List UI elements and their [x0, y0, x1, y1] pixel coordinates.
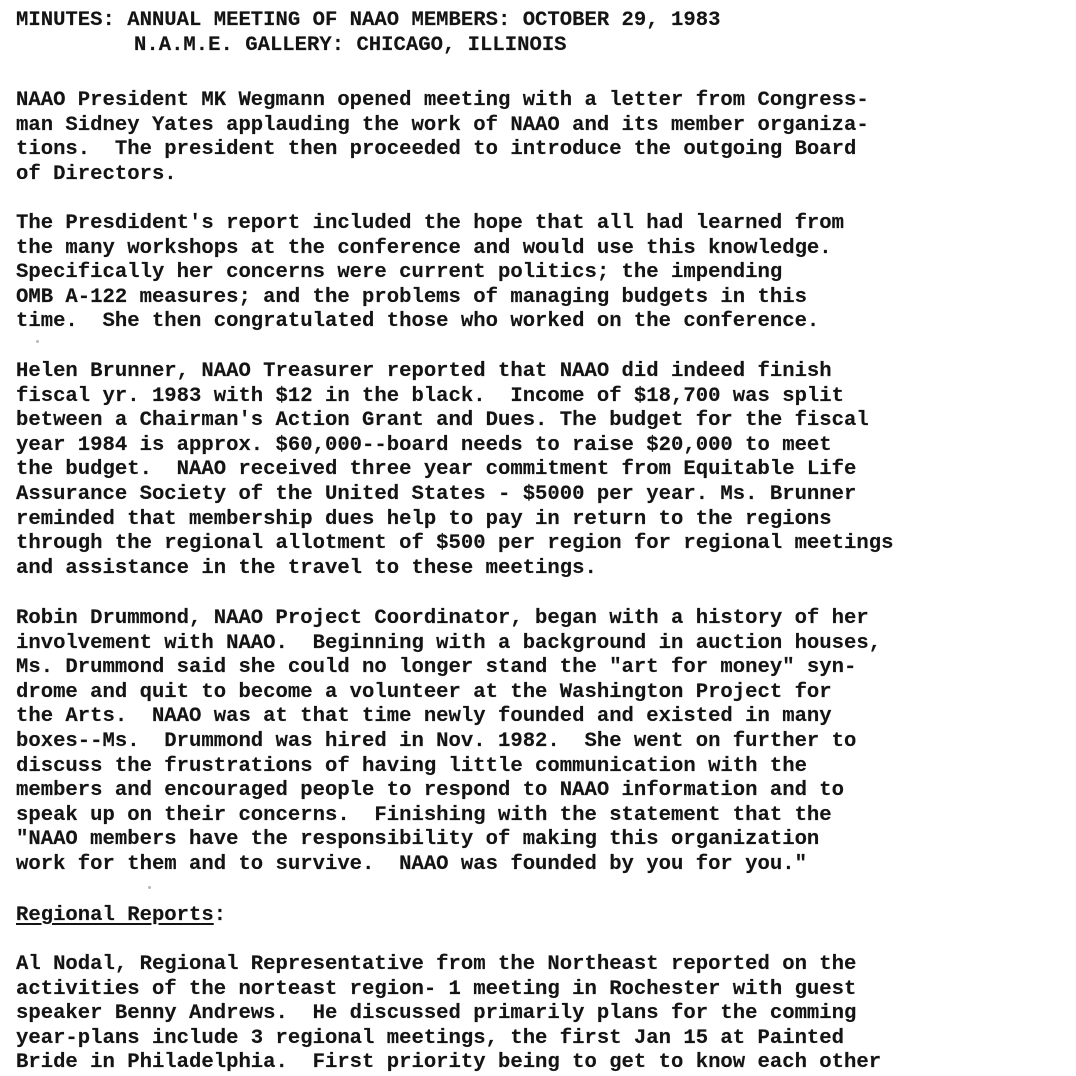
text-line: the budget. NAAO received three year commitment from Equitable Life [16, 458, 857, 482]
text-line: through the regional allotment of $500 per region for regional meetings [16, 532, 894, 556]
text-line: the many workshops at the conference and would use this knowledge. [16, 236, 832, 260]
text-line: of Directors. [16, 162, 177, 186]
section-heading-regional-reports [16, 904, 226, 929]
paragraph-president-opening [16, 89, 869, 187]
section-heading-colon: : [213, 904, 227, 927]
text-line: drome and quit to become a volunteer at the Washington Project for [16, 680, 832, 704]
text-line: year 1984 is approx. $60,000--board needs to raise $20,000 to meet [16, 433, 832, 457]
document-location: N.A.M.E. GALLERY: CHICAGO, ILLINOIS [134, 34, 567, 57]
text-line: Specifically her concerns were current politics; the impending [16, 261, 783, 285]
text-line: between a Chairman's Action Grant and Dues. The budget for the fiscal [16, 409, 869, 433]
text-line: NAAO President MK Wegmann opened meeting with a letter from Congress- [16, 89, 869, 112]
paragraph-northeast-report [16, 953, 881, 1076]
text-line: OMB A-122 measures; and the problems of managing budgets in this [16, 285, 807, 309]
text-line: and assistance in the travel to these meetings. [16, 556, 597, 580]
text-line: work for them and to survive. NAAO was founded by you for you." [16, 852, 807, 876]
scan-speck [148, 886, 151, 889]
text-line: "NAAO members have the responsibility of making this organization [16, 828, 820, 852]
text-line: speak up on their concerns. Finishing with the statement that the [16, 803, 832, 827]
text-line: activities of the norteast region- 1 meeting in Rochester with guest [16, 977, 857, 1001]
scan-speck [36, 340, 39, 343]
text-line: reminded that membership dues help to pay in return to the regions [16, 507, 832, 531]
paragraph-coordinator-report [16, 607, 881, 878]
paragraph-president-report [16, 212, 844, 335]
text-line: boxes--Ms. Drummond was hired in Nov. 1982. She went on further to [16, 729, 857, 753]
text-line: time. She then congratulated those who worked on the conference. [16, 310, 820, 334]
paragraph-treasurer-report [16, 360, 893, 581]
text-line: involvement with NAAO. Beginning with a background in auction houses, [16, 631, 882, 655]
text-line: speaker Benny Andrews. He discussed primarily plans for the comming [16, 1002, 857, 1026]
text-line: Helen Brunner, NAAO Treasurer reported that NAAO did indeed finish [16, 360, 832, 383]
text-line: Al Nodal, Regional Representative from the Northeast reported on the [16, 953, 857, 976]
text-line: The Presdident's report included the hope that all had learned from [16, 212, 845, 235]
text-line: Ms. Drummond said she could no longer stand the "art for money" syn- [16, 656, 857, 680]
section-heading-text: Regional Reports [16, 904, 214, 927]
text-line: man Sidney Yates applauding the work of NAAO and its member organiza- [16, 113, 869, 137]
text-line: Robin Drummond, NAAO Project Coordinator, began with a history of her [16, 607, 869, 630]
text-line: Bride in Philadelphia. First priority being to get to know each other [16, 1051, 882, 1075]
document-title: MINUTES: ANNUAL MEETING OF NAAO MEMBERS: OCTOBER 29, 1983 [16, 9, 721, 32]
text-line: fiscal yr. 1983 with $12 in the black. Income of $18,700 was split [16, 384, 845, 408]
text-line: members and encouraged people to respond to NAAO information and to [16, 779, 845, 803]
text-line: year-plans include 3 regional meetings, the first Jan 15 at Painted [16, 1026, 845, 1050]
text-line: tions. The president then proceeded to introduce the outgoing Board [16, 138, 857, 162]
text-line: Assurance Society of the United States - $5000 per year. Ms. Brunner [16, 482, 857, 506]
text-line: discuss the frustrations of having little communication with the [16, 754, 807, 778]
text-line: the Arts. NAAO was at that time newly founded and existed in many [16, 705, 832, 729]
